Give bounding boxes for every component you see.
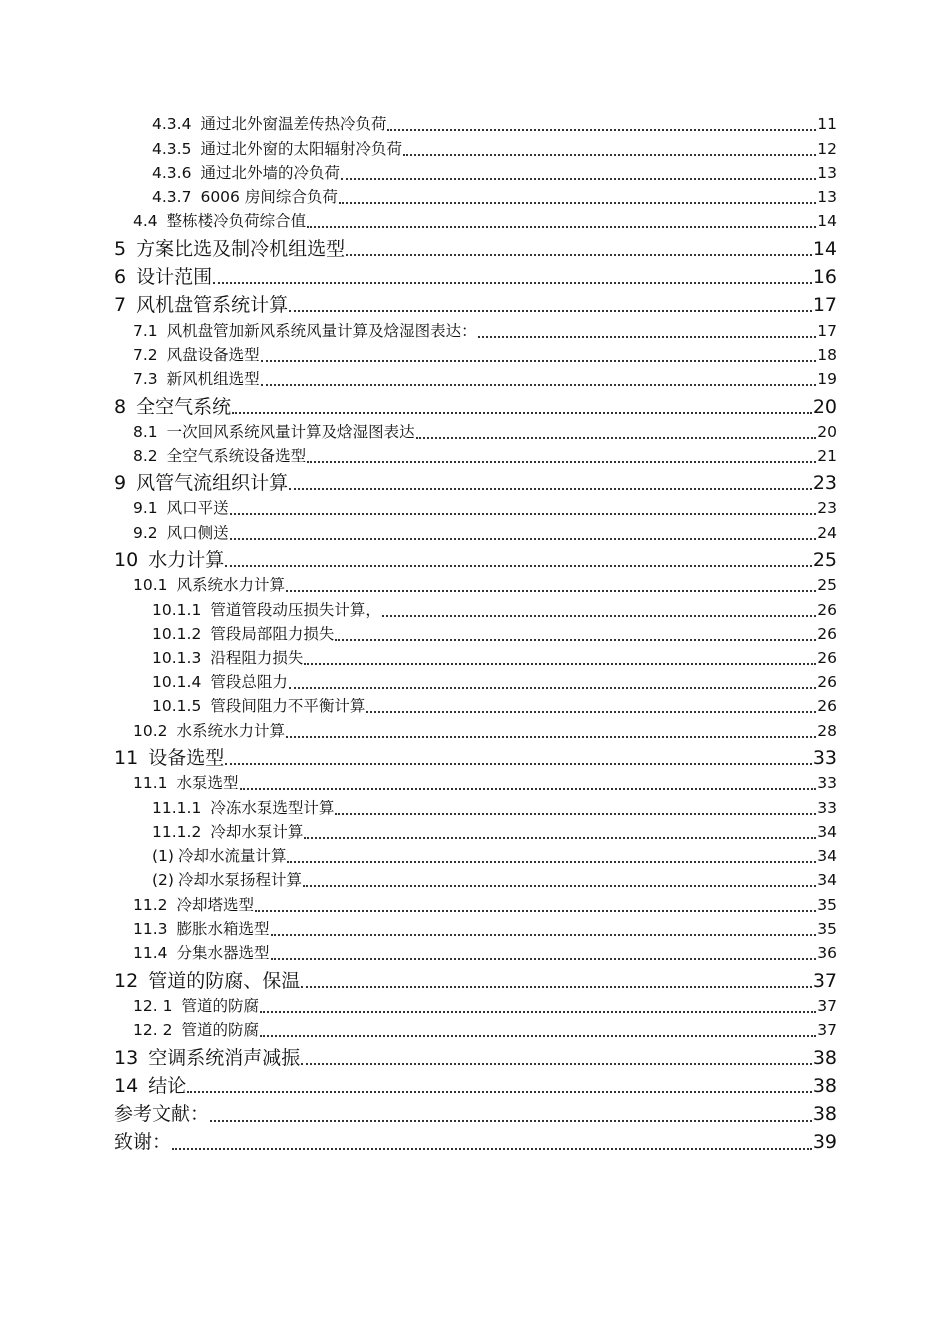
toc-entry-title: 通过北外窗的太阳辐射冷负荷	[200, 140, 402, 158]
toc-dot-leader	[172, 1133, 812, 1152]
toc-entry-page-number: 37	[812, 970, 837, 992]
toc-entry[interactable]	[152, 675, 837, 691]
toc-entry[interactable]	[133, 578, 837, 594]
toc-entry-title: 管道的防腐	[181, 1021, 259, 1039]
toc-dot-leader	[261, 348, 817, 364]
toc-entry-number: 12. 1	[133, 997, 173, 1015]
toc-entry-title: 冷却水泵计算	[210, 823, 304, 841]
toc-entry-title: 风机盘管系统计算	[136, 294, 289, 316]
toc-entry-page-number: 26	[817, 697, 837, 715]
toc-dot-leader	[260, 1023, 816, 1039]
toc-entry-title: 设备选型	[148, 747, 225, 769]
toc-entry-page-number: 14	[812, 238, 837, 260]
toc-entry-number: 14	[114, 1075, 139, 1097]
toc-entry-number: 13	[114, 1047, 139, 1069]
toc-entry[interactable]	[152, 825, 837, 841]
toc-dot-leader	[289, 474, 812, 493]
toc-entry-title: 整栋楼冷负荷综合值	[166, 212, 307, 230]
toc-entry-page-number: 18	[817, 346, 837, 364]
toc-entry-number: 4.3.5	[152, 140, 192, 158]
toc-entry[interactable]	[152, 190, 837, 206]
toc-entry-number: 5	[114, 238, 127, 260]
toc-dot-leader	[416, 425, 817, 441]
toc-entry-number: 4.3.7	[152, 188, 192, 206]
toc-entry-title: 通过北外窗温差传热冷负荷	[200, 115, 387, 133]
toc-dot-leader	[335, 801, 816, 817]
toc-dot-leader	[271, 922, 817, 938]
toc-entry-number: 7	[114, 294, 127, 316]
toc-entry[interactable]	[114, 1077, 837, 1096]
toc-entry-page-number: 37	[817, 1021, 837, 1039]
toc-entry-title: 风口侧送	[166, 524, 229, 542]
toc-entry-title: 空调系统消声减振	[148, 1047, 301, 1069]
toc-entry-page-number: 34	[817, 847, 837, 865]
toc-dot-leader	[366, 699, 816, 715]
toc-entry[interactable]	[114, 268, 837, 287]
toc-entry[interactable]	[133, 372, 837, 388]
toc-entry-number: 4.3.4	[152, 115, 192, 133]
toc-entry[interactable]	[152, 166, 837, 182]
toc-entry[interactable]	[114, 972, 837, 991]
toc-entry-page-number: 13	[817, 188, 837, 206]
toc-dot-leader	[387, 117, 816, 133]
toc-dot-leader	[307, 214, 816, 230]
toc-dot-leader	[301, 972, 812, 991]
toc-entry-number: 7.1	[133, 322, 158, 340]
toc-entry-title: 风系统水力计算	[176, 576, 286, 594]
toc-dot-leader	[301, 1049, 812, 1068]
toc-dot-leader	[225, 551, 812, 570]
toc-entry[interactable]	[114, 240, 837, 259]
toc-entry-title: 致谢：	[114, 1131, 172, 1153]
toc-entry-page-number: 35	[817, 896, 837, 914]
toc-entry-title: 管道的防腐	[181, 997, 259, 1015]
toc-entry-number: 9.1	[133, 499, 158, 517]
toc-entry[interactable]	[152, 603, 837, 619]
toc-entry-title: 参考文献：	[114, 1103, 210, 1125]
toc-entry-page-number: 38	[812, 1047, 837, 1069]
toc-entry-number: 10.1.3	[152, 649, 202, 667]
toc-entry-number: 10.1.5	[152, 697, 202, 715]
toc-entry-page-number: 17	[817, 322, 837, 340]
toc-entry-title: 冷冻水泵选型计算	[210, 799, 335, 817]
toc-entry-number: 9	[114, 472, 127, 494]
toc-entry-page-number: 12	[817, 140, 837, 158]
toc-dot-leader	[339, 190, 816, 206]
toc-entry-title: 膨胀水箱选型	[176, 920, 270, 938]
toc-entry-title: 风管气流组织计算	[136, 472, 289, 494]
toc-dot-leader	[271, 946, 817, 962]
toc-entry-page-number: 33	[812, 747, 837, 769]
toc-entry-number: 11.1.2	[152, 823, 202, 841]
toc-entry-title: 风口平送	[166, 499, 229, 517]
toc-entry-page-number: 33	[817, 774, 837, 792]
toc-entry-number: 11.4	[133, 944, 168, 962]
toc-dot-leader	[307, 449, 816, 465]
toc-entry-page-number: 25	[812, 549, 837, 571]
toc-entry[interactable]	[133, 449, 837, 465]
toc-entry-page-number: 26	[817, 649, 837, 667]
toc-entry-title: 沿程阻力损失	[210, 649, 304, 667]
toc-entry[interactable]	[114, 551, 837, 570]
toc-entry-number: 11.1.1	[152, 799, 202, 817]
toc-entry-number: 11.1	[133, 774, 168, 792]
toc-entry-title: 设计范围	[136, 266, 213, 288]
toc-dot-leader	[240, 776, 817, 792]
toc-entry-title: 冷却水泵扬程计算	[177, 871, 302, 889]
toc-entry-title: 冷却水流量计算	[177, 847, 287, 865]
toc-entry-number: 10.1.2	[152, 625, 202, 643]
toc-entry-number: 11.3	[133, 920, 168, 938]
toc-entry[interactable]	[152, 627, 837, 643]
toc-dot-leader	[287, 849, 816, 865]
toc-dot-leader	[187, 1077, 812, 1096]
toc-entry[interactable]	[133, 898, 837, 914]
toc-dot-leader	[213, 268, 812, 287]
toc-dot-leader	[478, 324, 817, 340]
toc-entry[interactable]	[133, 214, 837, 230]
toc-entry[interactable]	[133, 946, 837, 962]
toc-entry-number: 10.1.1	[152, 601, 202, 619]
toc-entry-number: (2)	[152, 871, 174, 889]
toc-entry-page-number: 38	[812, 1075, 837, 1097]
toc-entry[interactable]	[114, 296, 837, 315]
toc-entry-page-number: 36	[817, 944, 837, 962]
toc-entry-title: 管段局部阻力损失	[210, 625, 335, 643]
toc-entry-number: 8.2	[133, 447, 158, 465]
toc-entry-number: 10.2	[133, 722, 168, 740]
toc-entry-page-number: 16	[812, 266, 837, 288]
toc-entry[interactable]	[152, 801, 837, 817]
toc-entry[interactable]	[114, 1105, 837, 1124]
toc-entry-number: 10	[114, 549, 139, 571]
toc-entry-page-number: 26	[817, 673, 837, 691]
toc-entry-number: 12	[114, 970, 139, 992]
toc-entry-number: 7.3	[133, 370, 158, 388]
toc-entry-number: 8	[114, 396, 127, 418]
toc-entry-page-number: 13	[817, 164, 837, 182]
toc-entry-number: 7.2	[133, 346, 158, 364]
toc-entry-page-number: 14	[817, 212, 837, 230]
toc-entry-page-number: 26	[817, 601, 837, 619]
toc-entry-title: 管道管段动压损失计算，	[210, 601, 381, 619]
toc-entry-number: 6	[114, 266, 127, 288]
toc-entry[interactable]	[133, 999, 837, 1015]
toc-dot-leader	[304, 825, 816, 841]
toc-entry-page-number: 39	[812, 1131, 837, 1153]
toc-dot-leader	[341, 166, 816, 182]
toc-entry[interactable]	[133, 776, 837, 792]
toc-entry[interactable]	[152, 651, 837, 667]
toc-entry-title: 水泵选型	[176, 774, 239, 792]
toc-entry-title: 水系统水力计算	[176, 722, 286, 740]
toc-dot-leader	[225, 749, 812, 768]
toc-entry-title: 管段总阻力	[210, 673, 288, 691]
toc-entry-number: 10.1	[133, 576, 168, 594]
toc-entry-title: 管段间阻力不平衡计算	[210, 697, 366, 715]
toc-entry[interactable]	[152, 849, 837, 865]
toc-entry-page-number: 23	[812, 472, 837, 494]
toc-entry-page-number: 24	[817, 524, 837, 542]
toc-entry-number: 11.2	[133, 896, 168, 914]
toc-entry-title: 一次回风系统风量计算及焓湿图表达	[166, 423, 415, 441]
toc-dot-leader	[304, 651, 816, 667]
toc-entry-page-number: 20	[817, 423, 837, 441]
toc-entry-page-number: 37	[817, 997, 837, 1015]
toc-entry-page-number: 11	[817, 115, 837, 133]
toc-dot-leader	[255, 898, 816, 914]
toc-dot-leader	[403, 142, 816, 158]
toc-entry-title: 结论	[148, 1075, 187, 1097]
toc-entry[interactable]	[152, 873, 837, 889]
toc-dot-leader	[286, 578, 816, 594]
toc-dot-leader	[232, 398, 812, 417]
toc-entry[interactable]	[133, 724, 837, 740]
toc-entry-number: 10.1.4	[152, 673, 202, 691]
toc-dot-leader	[335, 627, 816, 643]
toc-entry-title: 风盘设备选型	[166, 346, 260, 364]
toc-entry-title: 新风机组选型	[166, 370, 260, 388]
toc-entry-page-number: 17	[812, 294, 837, 316]
toc-entry[interactable]	[133, 348, 837, 364]
toc-entry-page-number: 34	[817, 823, 837, 841]
toc-entry-number: 8.1	[133, 423, 158, 441]
toc-entry[interactable]	[133, 425, 837, 441]
toc-dot-leader	[230, 526, 817, 542]
toc-entry-page-number: 28	[817, 722, 837, 740]
toc-entry[interactable]	[133, 922, 837, 938]
toc-dot-leader	[289, 296, 812, 315]
toc-entry-number: 9.2	[133, 524, 158, 542]
toc-entry-page-number: 33	[817, 799, 837, 817]
toc-dot-leader	[382, 603, 816, 619]
toc-dot-leader	[303, 873, 816, 889]
toc-entry[interactable]	[133, 501, 837, 517]
toc-dot-leader	[260, 999, 816, 1015]
toc-entry[interactable]	[152, 117, 837, 133]
toc-entry-page-number: 35	[817, 920, 837, 938]
toc-dot-leader	[261, 372, 817, 388]
toc-dot-leader	[210, 1105, 812, 1124]
toc-entry-title: 方案比选及制冷机组选型	[136, 238, 346, 260]
toc-entry-title: 冷却塔选型	[176, 896, 255, 914]
toc-entry-page-number: 19	[817, 370, 837, 388]
toc-entry-title: 全空气系统设备选型	[166, 447, 307, 465]
toc-entry-number: 4.3.6	[152, 164, 192, 182]
toc-entry[interactable]	[133, 526, 837, 542]
toc-entry-title: 管道的防腐、保温	[148, 970, 301, 992]
toc-entry[interactable]	[133, 1023, 837, 1039]
toc-entry[interactable]	[114, 398, 837, 417]
toc-entry-number: 4.4	[133, 212, 158, 230]
toc-entry-title: 分集水器选型	[176, 944, 270, 962]
toc-entry-page-number: 26	[817, 625, 837, 643]
toc-dot-leader	[230, 501, 817, 517]
toc-entry-title: 水力计算	[148, 549, 225, 571]
toc-entry[interactable]	[114, 1049, 837, 1068]
toc-entry-page-number: 23	[817, 499, 837, 517]
toc-entry-number: 11	[114, 747, 139, 769]
toc-entry-number: 12. 2	[133, 1021, 173, 1039]
toc-entry-page-number: 38	[812, 1103, 837, 1125]
toc-entry-number: (1)	[152, 847, 174, 865]
toc-entry-page-number: 34	[817, 871, 837, 889]
toc-entry[interactable]	[133, 324, 837, 340]
toc-entry-page-number: 25	[817, 576, 837, 594]
toc-entry-page-number: 21	[817, 447, 837, 465]
toc-dot-leader	[286, 724, 816, 740]
toc-entry[interactable]	[114, 474, 837, 493]
toc-entry[interactable]	[114, 1133, 837, 1152]
toc-entry-title: 6006 房间综合负荷	[200, 188, 338, 206]
toc-entry-page-number: 20	[812, 396, 837, 418]
toc-entry[interactable]	[152, 142, 837, 158]
toc-dot-leader	[346, 240, 812, 259]
toc-entry-title: 风机盘管加新风系统风量计算及焓湿图表达：	[166, 322, 477, 340]
toc-entry[interactable]	[114, 749, 837, 768]
toc-entry-title: 通过北外墙的冷负荷	[200, 164, 340, 182]
toc-entry-title: 全空气系统	[136, 396, 232, 418]
toc-entry[interactable]	[152, 699, 837, 715]
toc-dot-leader	[289, 675, 816, 691]
